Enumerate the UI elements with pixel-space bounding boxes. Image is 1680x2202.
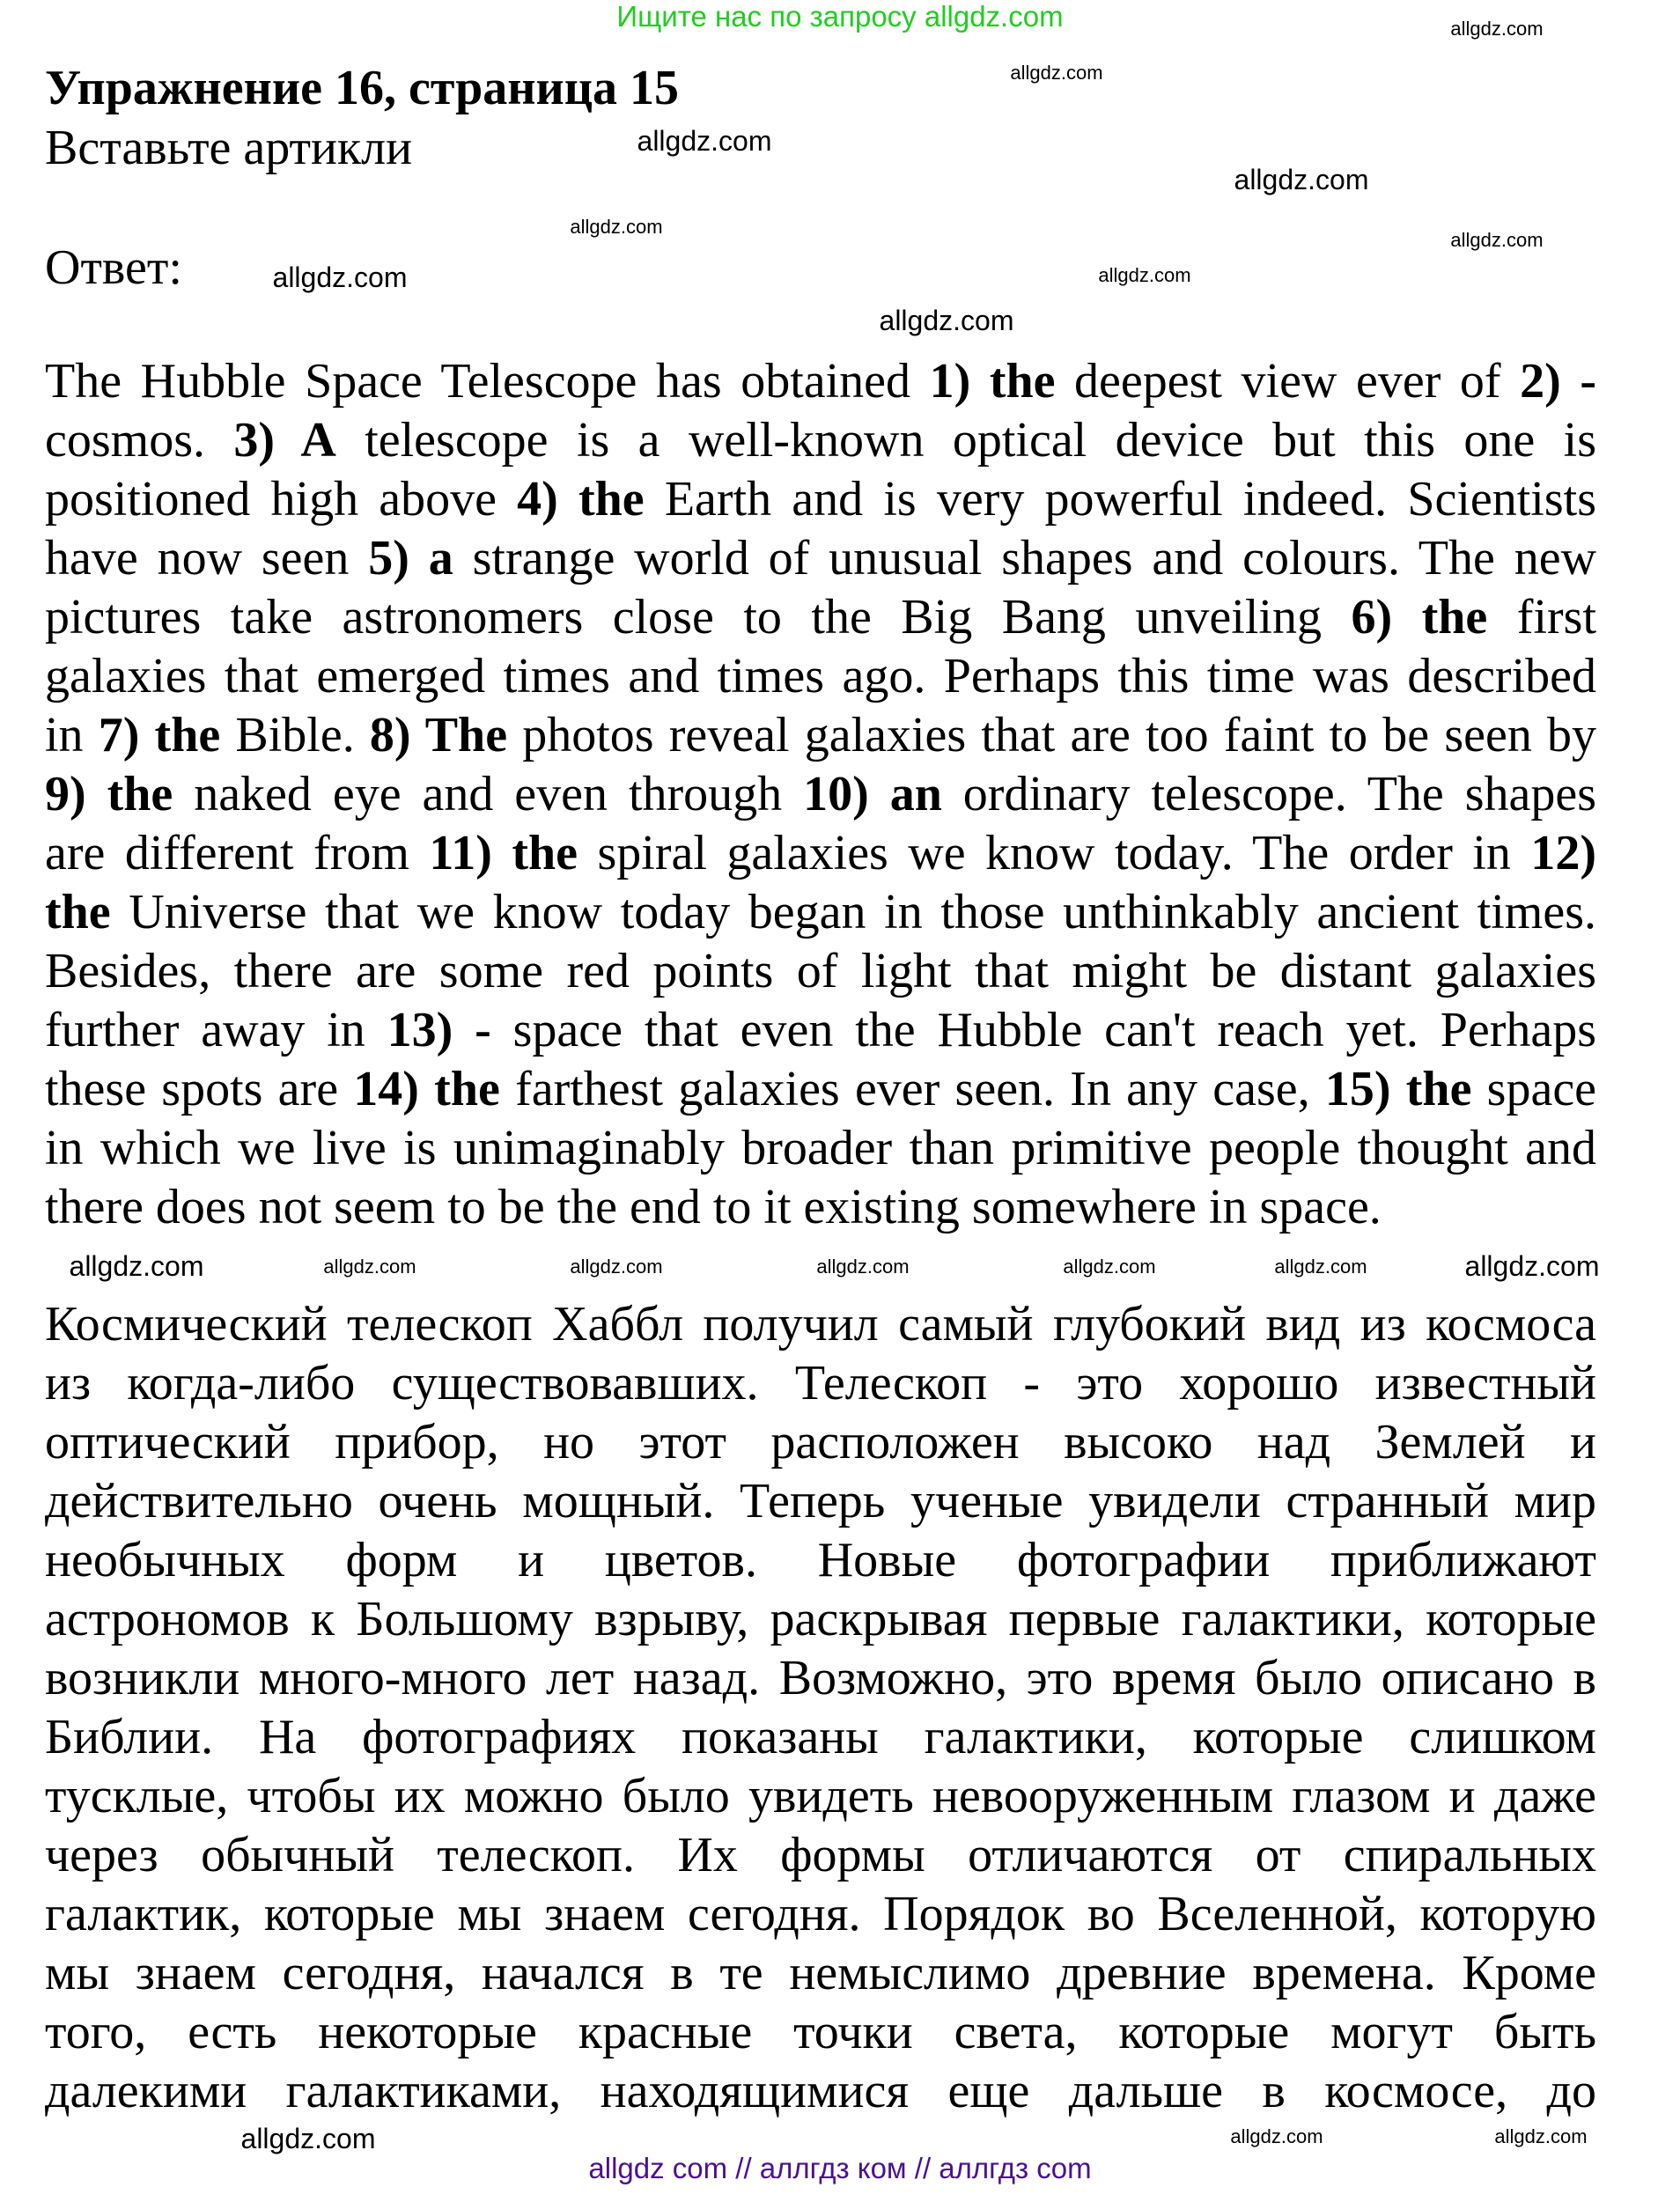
text-segment: Universe that we know today began in those unthinkably ancient times. — [110, 885, 1596, 939]
text-segment: spiral galaxies we know today. The order in — [578, 826, 1531, 880]
text-line — [45, 1354, 1596, 1413]
text-segment: in which we live is unimaginably broader than primitive people thought and — [45, 1121, 1596, 1175]
watermark: allgdz.com — [1450, 18, 1544, 40]
text-segment: ordinary telescope. The shapes — [941, 767, 1597, 821]
watermark: allgdz.com — [1450, 229, 1544, 251]
watermark: allgdz.com — [570, 1256, 663, 1278]
top-banner-link[interactable]: Ищите нас по запросу allgdz.com — [616, 0, 1064, 33]
watermark: allgdz.com — [69, 1250, 204, 1282]
watermark: allgdz.com — [1010, 62, 1103, 84]
text-segment: возникли много-много лет назад. Возможно, это время было описано в — [45, 1651, 1596, 1705]
text-segment: these spots are — [45, 1062, 354, 1116]
text-segment: действительно очень мощный. Теперь ученые увидели странный мир — [45, 1474, 1596, 1528]
text-segment: farthest galaxies ever seen. In any case, — [499, 1062, 1325, 1116]
text-segment: have now seen — [45, 531, 369, 585]
answer-article: the — [45, 885, 111, 939]
watermark: allgdz.com — [272, 261, 408, 293]
text-segment: галактик, которые мы знаем сегодня. Порядок во Вселенной, которую — [45, 1887, 1596, 1941]
text-line — [45, 1826, 1596, 1885]
text-segment: telescope is a well-known optical device but this one is — [335, 413, 1597, 468]
text-line — [45, 1944, 1596, 2003]
text-segment: из когда-либо существовавших. Телескоп - это хорошо известный — [45, 1356, 1596, 1410]
text-segment: Besides, there are some red points of light that might be distant galaxies — [45, 944, 1596, 998]
text-segment: further away in — [45, 1003, 387, 1057]
text-segment: мы знаем сегодня, начался в те немыслимо древние времена. Кроме — [45, 1946, 1596, 2000]
text-segment: photos reveal galaxies that are too faint to be seen by — [507, 708, 1597, 762]
text-segment: galaxies that emerged times and times ago. Perhaps this time was described — [45, 649, 1596, 703]
text-segment: cosmos. — [45, 413, 234, 468]
text-segment: deepest view ever of — [1055, 354, 1521, 409]
text-line — [45, 824, 1596, 883]
text-line — [45, 1767, 1596, 1826]
text-line — [45, 706, 1596, 765]
text-segment: тусклые, чтобы их можно было увидеть невооруженным глазом и даже — [45, 1769, 1596, 1823]
text-segment: first — [1487, 590, 1597, 644]
bottom-banner-link[interactable]: allgdz com // аллгдз ком // аллгдз com — [588, 2152, 1092, 2184]
text-line — [45, 2062, 1596, 2121]
text-line — [45, 1708, 1596, 1767]
text-segment: strange world of unusual shapes and colours. The new — [453, 531, 1597, 585]
text-segment: оптический прибор, но этот расположен высоко над Землей и — [45, 1415, 1596, 1469]
text-line — [45, 942, 1596, 1001]
text-line — [45, 647, 1596, 706]
answer-article: 5) a — [368, 531, 453, 585]
answer-article: 3) A — [233, 413, 336, 468]
text-segment: необычных форм и цветов. Новые фотографии приближают — [45, 1533, 1596, 1587]
watermark: allgdz.com — [879, 305, 1014, 336]
text-segment: того, есть некоторые красные точки света, которые могут быть — [45, 2005, 1596, 2059]
text-segment: there does not seem to be the end to it existing somewhere in space. — [45, 1180, 1382, 1234]
text-line — [45, 1531, 1596, 1590]
answer-article: 1) the — [929, 354, 1056, 409]
text-segment: Космический телескоп Хаббл получил самый глубокий вид из космоса — [45, 1297, 1596, 1351]
watermark: allgdz.com — [1063, 1256, 1156, 1278]
watermark: allgdz.com — [637, 125, 772, 157]
text-segment: далекими галактиками, находящимися еще дальше в космосе, до — [45, 2064, 1596, 2118]
answer-article: 14) the — [353, 1062, 500, 1116]
watermark: allgdz.com — [1464, 1250, 1600, 1282]
text-line — [45, 411, 1596, 470]
answer-article: 10) an — [803, 767, 942, 821]
text-line — [45, 1060, 1596, 1119]
text-line — [45, 1295, 1596, 1354]
text-line — [45, 1413, 1596, 1472]
text-line — [45, 470, 1596, 529]
text-segment: Earth and is very powerful indeed. Scientists — [644, 472, 1597, 527]
answer-article: 7) the — [98, 708, 221, 762]
answer-article: 8) The — [369, 708, 508, 762]
watermark: allgdz.com — [570, 216, 663, 238]
watermark: allgdz.com — [1230, 2125, 1323, 2147]
text-segment: астрономов к Большому взрыву, раскрывая первые галактики, которые — [45, 1592, 1596, 1646]
answer-article: 4) the — [517, 472, 645, 527]
text-line — [45, 1001, 1596, 1060]
text-line — [45, 588, 1596, 647]
exercise-title: Упражнение 16, страница 15 — [45, 61, 680, 115]
watermark: allgdz.com — [1274, 1256, 1367, 1278]
answer-article: 13) - — [387, 1003, 491, 1057]
exercise-task: Вставьте артикли — [45, 121, 413, 175]
text-segment: через обычный телескоп. Их формы отличаются от спиральных — [45, 1828, 1596, 1882]
text-segment: naked eye and even through — [173, 767, 804, 821]
answer-article: 12) — [1530, 826, 1596, 880]
english-answer-text — [45, 352, 1596, 1237]
text-segment: in — [45, 708, 99, 762]
watermark: allgdz.com — [1234, 164, 1369, 195]
text-segment: are different from — [45, 826, 430, 880]
text-segment: Библии. На фотографиях показаны галактики, которые слишком — [45, 1710, 1596, 1764]
answer-article: 2) - — [1520, 354, 1597, 409]
text-line — [45, 1178, 1596, 1237]
answer-article: 15) the — [1324, 1062, 1472, 1116]
watermark: allgdz.com — [1494, 2125, 1588, 2147]
text-line — [45, 529, 1596, 588]
text-line — [45, 352, 1596, 411]
text-segment: space — [1471, 1062, 1597, 1116]
text-line — [45, 1472, 1596, 1531]
text-segment: space that even the Hubble can't reach yet. Perhaps — [490, 1003, 1597, 1057]
text-line — [45, 1649, 1596, 1708]
text-segment: The Hubble Space Telescope has obtained — [45, 354, 930, 409]
text-line — [45, 1119, 1596, 1178]
text-segment: positioned high above — [45, 472, 518, 527]
watermark: allgdz.com — [816, 1256, 910, 1278]
text-segment: pictures take astronomers close to the Big Bang unveiling — [45, 590, 1352, 644]
text-line — [45, 2003, 1596, 2062]
text-segment: Bible. — [220, 708, 370, 762]
answer-article: 11) the — [429, 826, 578, 880]
answer-article: 9) the — [45, 767, 173, 821]
answer-label: Ответ: — [45, 240, 182, 295]
watermark: allgdz.com — [323, 1256, 416, 1278]
text-line — [45, 1885, 1596, 1944]
text-line — [45, 1590, 1596, 1649]
text-line — [45, 765, 1596, 824]
text-line — [45, 883, 1596, 942]
answer-article: 6) the — [1351, 590, 1488, 644]
russian-translation-text — [45, 1295, 1596, 2121]
watermark: allgdz.com — [1098, 264, 1191, 286]
watermark: allgdz.com — [240, 2123, 376, 2154]
